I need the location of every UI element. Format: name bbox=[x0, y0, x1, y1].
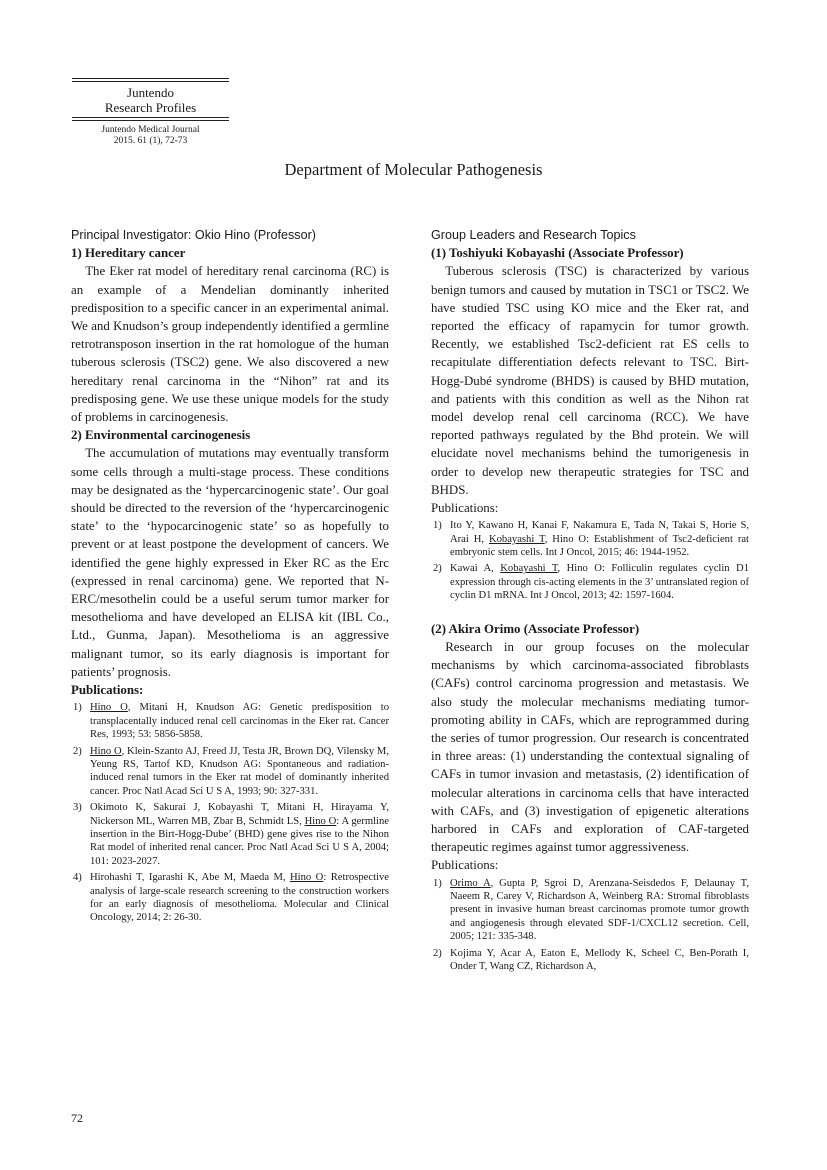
group-paragraph: Tuberous sclerosis (TSC) is characterized by various benign tumors and caused by mutation in TSC1 or TSC2. We have studied TSC using KO mice and the Eker rat, and reported the efficacy of rapamycin for tumor growth. Recently, we established Tsc2-deficient rat ES cells to recapitulate differentiation defects relevant to TSC. Birt-Hogg-Dubé syndrome (BHDS) is caused by BHD mutation, and patients with this condition as well as the Nihon rat model develop renal cell carcinoma (RCC). We have reported pathways regulated by the Bhd protein. We will elucidate novel mechanisms behind the tumorigenesis in order to develop new therapeutic strategies for TSC and BHDS. bbox=[431, 264, 749, 497]
reference-item: 4) Hirohashi T, Igarashi K, Abe M, Maeda M, Hino O: Retrospective analysis of large-scale research screening to the construction workers for an early diagnosis of mesothelioma. Molecular and Clinical Oncology, 2014; 2: 26-30. bbox=[73, 872, 389, 924]
reference-list bbox=[431, 519, 749, 602]
section-paragraph: The accumulation of mutations may eventually transform some cells through a multi-stage process. These conditions may be designated as the ‘hypercarcinogenic state’. Our goal should be directed to the reversion of the ‘hypercarcinogenic state’ to the ‘hypocarcinogenic state’ so as hopefully to prevent or at least postpone the development of cancers. We identified the gene highly expressed in Eker RC as the Erc (expressed in renal carcinoma) gene. We reported that N-ERC/mesothelin could be a useful serum tumor marker for mesothelioma and have developed an ELISA kit (IBL Co., Ltd., Gunma, Japan). Mesothelioma is an aggressive malignant tumor, so its early diagnosis is important for patients’ prognosis. bbox=[71, 446, 389, 679]
left-column bbox=[71, 226, 389, 928]
page-title: Department of Molecular Pathogenesis bbox=[284, 160, 543, 179]
section-paragraph: The Eker rat model of hereditary renal carcinoma (RC) is an example of a Mendelian dominantly inherited predisposition to a specific cancer in an experimental animal. We and Knudson’s group independently identified a germline retrotransposon insertion in the rat homologue of the human tuberous sclerosis (TSC2) gene. We also discovered a new hereditary renal carcinoma in the “Nihon” rat and its predisposing gene. We use these unique models for the study of problems in carcinogenesis. bbox=[71, 264, 389, 425]
reference-item: 2) Kawai A, Kobayashi T, Hino O: Folliculin regulates cyclin D1 expression through cis-acting elements in the 3’ untranslated region of cyclin D1 mRNA. Int J Oncol, 2013; 42: 1597-1604. bbox=[433, 563, 749, 602]
page-number: 72 bbox=[71, 1111, 83, 1125]
principal-investigator: Principal Investigator: Okio Hino (Professor) bbox=[71, 228, 316, 242]
section-spacer bbox=[431, 606, 749, 620]
publications-heading: Publications: bbox=[71, 683, 144, 698]
publications-heading: Publications: bbox=[431, 858, 499, 873]
reference-item: 2) Hino O, Klein-Szanto AJ, Freed JJ, Testa JR, Brown DQ, Vilensky M, Yeung RS, Tartof KD, Knudson AG: Spontaneous and radiation-induced renal tumors in the Eker rat model of dominantly inherited cancer. Proc Natl Acad Sci U S A, 1993; 90: 327-331. bbox=[73, 745, 389, 797]
reference-item: 1) Hino O, Mitani H, Knudson AG: Genetic predisposition to transplacentally induced renal cell carcinomas in the Eker rat. Cancer Res, 1993; 53: 5856-5858. bbox=[73, 702, 389, 741]
section-heading: 1) Hereditary cancer bbox=[71, 246, 186, 261]
masthead bbox=[72, 78, 229, 147]
group-heading: (2) Akira Orimo (Associate Professor) bbox=[431, 621, 640, 636]
group-paragraph: Research in our group focuses on the molecular mechanisms by which carcinoma-associated fibroblasts (CAFs) control carcinoma progression and metastasis. We also study the molecular mechanisms mediating tumor-promoting ability in CAFs, which are reprogrammed during the series of tumor progression. Our research is concentrated in three areas: (1) understanding the contextual signaling of CAFs in tumor invasion and metastasis, (2) identification of molecular alterations in carcinoma cells that have interacted with CAFs, and (3) investigation of epigenetic alterations harbored in CAFs and exploration of CAF-targeted therapeutic regimes against tumor aggressiveness. bbox=[431, 639, 749, 855]
reference-item: 2) Kojima Y, Acar A, Eaton E, Mellody K, Scheel C, Ben-Porath I, Onder T, Wang CZ, Richardson A, bbox=[433, 947, 749, 972]
publications-heading: Publications: bbox=[431, 501, 499, 516]
reference-list bbox=[71, 701, 389, 925]
reference-item: 1) Orimo A, Gupta P, Sgroi D, Arenzana-Seisdedos F, Delaunay T, Naeem R, Carey V, Richardson A, Weinberg RA: Stromal fibroblasts present in invasive human breast carcinomas promote tumor growth and angiogenesis through elevated SDF-1/CXCL12 secretion. Cell, 2005; 121: 335-348. bbox=[433, 877, 749, 943]
reference-list bbox=[431, 877, 749, 974]
group-heading: (1) Toshiyuki Kobayashi (Associate Professor) bbox=[431, 246, 684, 261]
section-heading: 2) Environmental carcinogenesis bbox=[71, 428, 251, 443]
reference-item: 1) Ito Y, Kawano H, Kanai F, Nakamura E, Tada N, Takai S, Horie S, Arai H, Kobayashi T, Hino O: Establishment of Tsc2-deficient rat embryonic stem cells. Int J Oncol, 2015; 46: 1944-1952. bbox=[433, 520, 749, 559]
group-leaders-heading: Group Leaders and Research Topics bbox=[431, 228, 636, 242]
right-column bbox=[431, 226, 749, 976]
reference-item: 3) Okimoto K, Sakurai J, Kobayashi T, Mitani H, Hirayama Y, Nickerson ML, Warren MB, Zbar B, Schmidt LS, Hino O: A germline insertion in the Birt-Hogg-Dube’ (BHD) gene gives rise to the Nihon Rat model of inherited renal cancer. Proc Natl Acad Sci U S A, 2004; 101: 2023-2027. bbox=[73, 802, 389, 867]
journal-citation: Juntendo Medical Journal 2015. 61 (1), 72-73 bbox=[101, 125, 200, 146]
masthead-bottom-rule bbox=[72, 117, 229, 121]
masthead-title: Juntendo Research Profiles bbox=[104, 85, 197, 115]
